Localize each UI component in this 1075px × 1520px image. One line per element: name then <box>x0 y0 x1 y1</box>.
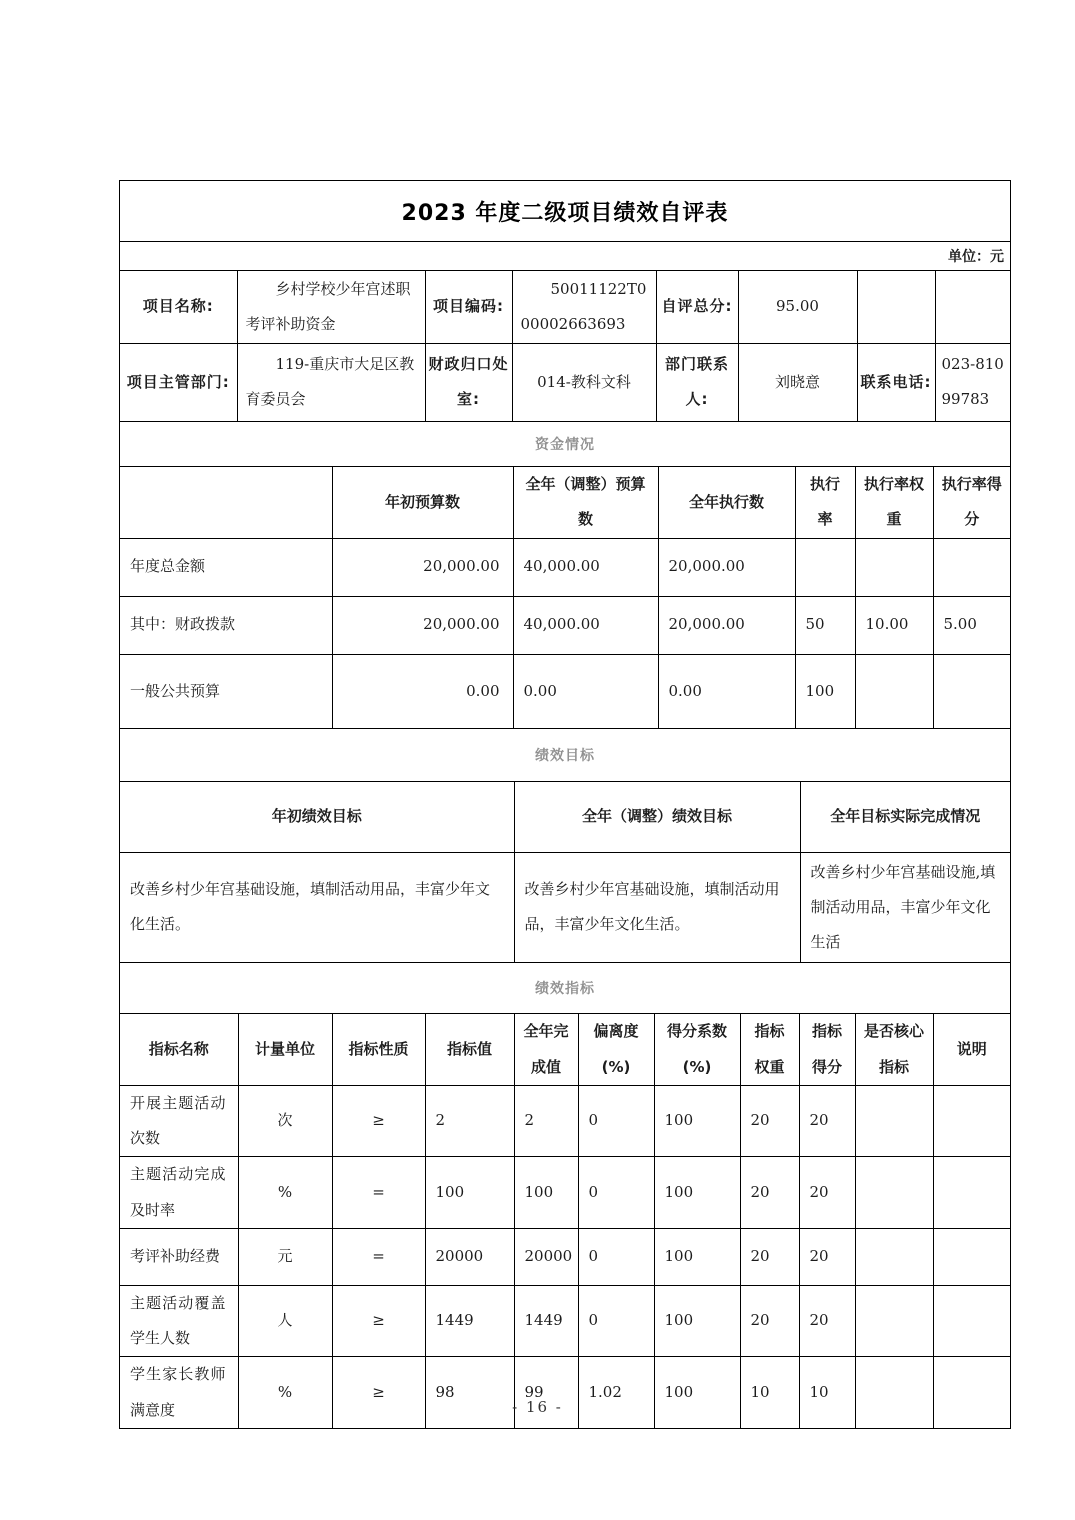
indicator-cell: 20000 <box>425 1228 514 1285</box>
indicator-cell <box>855 1228 933 1285</box>
project-info-table <box>120 271 1010 421</box>
indicator-cell: 次 <box>238 1085 332 1157</box>
funding-cell: 20,000.00 <box>658 596 795 654</box>
indicator-cell <box>933 1357 1010 1428</box>
indicators-table-wrap <box>120 1013 1010 1428</box>
funding-cell: 50 <box>795 596 855 654</box>
indicator-header-cell: 偏离度(%) <box>578 1014 654 1085</box>
indicator-cell: 100 <box>654 1357 740 1428</box>
indicator-cell: 99 <box>514 1357 578 1428</box>
indicator-cell <box>855 1157 933 1229</box>
page-number: - 16 - <box>512 1398 563 1416</box>
indicator-cell: 20 <box>740 1228 799 1285</box>
goal-initial-text: 改善乡村少年宫基础设施，填制活动用品，丰富少年文化生活。 <box>120 852 514 962</box>
indicator-header-cell: 指标权重 <box>740 1014 799 1085</box>
indicator-cell <box>933 1285 1010 1357</box>
funding-cell: 40,000.00 <box>513 538 658 596</box>
phone-value: 023-81099783 <box>935 343 1010 421</box>
indicator-cell: 20 <box>799 1157 855 1229</box>
indicator-cell: 1449 <box>514 1285 578 1357</box>
contact-value: 刘晓意 <box>738 343 857 421</box>
project-name-value: 乡村学校少年宫述职考评补助资金 <box>237 271 425 343</box>
indicator-cell <box>855 1085 933 1157</box>
funding-table-wrap <box>120 466 1010 728</box>
indicator-cell <box>933 1228 1010 1285</box>
funding-cell: 40,000.00 <box>513 596 658 654</box>
indicator-cell: 100 <box>425 1157 514 1229</box>
indicator-header-cell: 指标名称 <box>120 1014 238 1085</box>
indicator-cell: 98 <box>425 1357 514 1428</box>
indicator-header-cell: 指标得分 <box>799 1014 855 1085</box>
indicator-cell: ≥ <box>332 1357 425 1428</box>
indicator-cell: = <box>332 1157 425 1229</box>
funding-cell: 20,000.00 <box>658 538 795 596</box>
title-row <box>120 181 1010 241</box>
self-score-value: 95.00 <box>738 271 857 343</box>
contact-label: 部门联系人: <box>656 343 738 421</box>
indicator-cell <box>855 1285 933 1357</box>
indicator-cell: 0 <box>578 1228 654 1285</box>
funding-cell <box>933 654 1010 728</box>
project-info-table-wrap <box>120 270 1010 421</box>
funding-row-label: 其中：财政拨款 <box>120 596 332 654</box>
finance-office-value: 014-教科文科 <box>512 343 656 421</box>
funding-header-cell: 年初预算数 <box>332 467 513 538</box>
indicator-cell: 100 <box>514 1157 578 1229</box>
indicator-header-cell: 说明 <box>933 1014 1010 1085</box>
indicator-cell: 1.02 <box>578 1357 654 1428</box>
dept-value: 119-重庆市大足区教育委员会 <box>237 343 425 421</box>
indicator-cell: 20 <box>740 1085 799 1157</box>
funding-cell: 20,000.00 <box>332 596 513 654</box>
funding-header-cell: 执行率得分 <box>933 467 1010 538</box>
indicator-cell: 1449 <box>425 1285 514 1357</box>
indicator-cell: ≥ <box>332 1085 425 1157</box>
indicator-header-cell: 指标值 <box>425 1014 514 1085</box>
funding-row-label: 年度总金额 <box>120 538 332 596</box>
goals-table-wrap <box>120 781 1010 962</box>
indicator-cell <box>855 1357 933 1428</box>
indicator-cell: % <box>238 1157 332 1229</box>
funding-cell: 20,000.00 <box>332 538 513 596</box>
self-score-label: 自评总分: <box>656 271 738 343</box>
indicator-cell: 100 <box>654 1228 740 1285</box>
goals-table <box>120 782 1010 962</box>
indicator-name: 主题活动完成及时率 <box>120 1157 238 1229</box>
dept-label: 项目主管部门: <box>120 343 237 421</box>
indicator-cell: 20 <box>740 1285 799 1357</box>
indicator-cell <box>933 1157 1010 1229</box>
indicator-cell: 10 <box>799 1357 855 1428</box>
indicator-header-cell: 得分系数(%) <box>654 1014 740 1085</box>
project-name-label: 项目名称: <box>120 271 237 343</box>
info-empty-cell <box>935 271 1010 343</box>
indicator-cell: 20 <box>799 1285 855 1357</box>
funding-cell: 10.00 <box>855 596 933 654</box>
funding-header-cell: 执行率权重 <box>855 467 933 538</box>
indicator-cell: 0 <box>578 1157 654 1229</box>
indicator-cell: = <box>332 1228 425 1285</box>
indicator-header-cell: 是否核心指标 <box>855 1014 933 1085</box>
indicator-cell: ≥ <box>332 1285 425 1357</box>
indicator-cell: 20 <box>740 1157 799 1229</box>
goals-header-cell: 年初绩效目标 <box>120 782 514 852</box>
project-code-label: 项目编码: <box>425 271 512 343</box>
finance-office-label: 财政归口处室: <box>425 343 512 421</box>
info-empty-cell <box>857 271 935 343</box>
indicator-cell: 2 <box>425 1085 514 1157</box>
indicator-name: 主题活动覆盖学生人数 <box>120 1285 238 1357</box>
section-funding-title: 资金情况 <box>535 437 595 453</box>
indicator-name: 考评补助经费 <box>120 1228 238 1285</box>
phone-label: 联系电话: <box>857 343 935 421</box>
indicator-header-cell: 全年完成值 <box>514 1014 578 1085</box>
indicator-cell: 0 <box>578 1285 654 1357</box>
indicator-cell: 元 <box>238 1228 332 1285</box>
indicator-cell: 人 <box>238 1285 332 1357</box>
indicator-cell: 2 <box>514 1085 578 1157</box>
indicator-header-cell: 计量单位 <box>238 1014 332 1085</box>
funding-header-cell <box>120 467 332 538</box>
indicator-cell: 20 <box>799 1228 855 1285</box>
indicator-name: 学生家长教师满意度 <box>120 1357 238 1428</box>
funding-cell: 0.00 <box>332 654 513 728</box>
funding-header-cell: 执行率 <box>795 467 855 538</box>
page-title: 2023 年度二级项目绩效自评表 <box>401 200 729 226</box>
unit-row <box>120 241 1010 270</box>
funding-cell <box>855 654 933 728</box>
funding-cell <box>855 538 933 596</box>
goal-actual-text: 改善乡村少年宫基础设施,填制活动用品，丰富少年文化生活 <box>800 852 1010 962</box>
goals-header-cell: 全年（调整）绩效目标 <box>514 782 800 852</box>
indicator-cell: 10 <box>740 1357 799 1428</box>
funding-cell <box>795 538 855 596</box>
section-indicators-title: 绩效指标 <box>535 981 595 998</box>
indicator-cell: 100 <box>654 1157 740 1229</box>
section-funding <box>120 421 1010 466</box>
unit-note: 单位：元 <box>948 249 1004 265</box>
indicator-cell: % <box>238 1357 332 1428</box>
funding-cell: 100 <box>795 654 855 728</box>
project-code-value: 50011122T000002663693 <box>512 271 656 343</box>
section-goals <box>120 728 1010 781</box>
indicator-name: 开展主题活动次数 <box>120 1085 238 1157</box>
indicator-cell: 0 <box>578 1085 654 1157</box>
goals-header-cell: 全年目标实际完成情况 <box>800 782 1010 852</box>
funding-row-label: 一般公共预算 <box>120 654 332 728</box>
self-evaluation-table <box>119 180 1011 1429</box>
section-goals-title: 绩效目标 <box>535 748 595 764</box>
funding-header-cell: 全年（调整）预算数 <box>513 467 658 538</box>
funding-table <box>120 467 1010 728</box>
section-indicators <box>120 962 1010 1013</box>
indicators-table <box>120 1014 1010 1428</box>
indicator-cell <box>933 1085 1010 1157</box>
indicator-cell: 100 <box>654 1285 740 1357</box>
indicator-cell: 20 <box>799 1085 855 1157</box>
indicator-cell: 20000 <box>514 1228 578 1285</box>
indicator-header-cell: 指标性质 <box>332 1014 425 1085</box>
funding-cell: 0.00 <box>658 654 795 728</box>
funding-cell: 5.00 <box>933 596 1010 654</box>
funding-cell: 0.00 <box>513 654 658 728</box>
goal-adjusted-text: 改善乡村少年宫基础设施，填制活动用品，丰富少年文化生活。 <box>514 852 800 962</box>
funding-cell <box>933 538 1010 596</box>
funding-header-cell: 全年执行数 <box>658 467 795 538</box>
indicator-cell: 100 <box>654 1085 740 1157</box>
